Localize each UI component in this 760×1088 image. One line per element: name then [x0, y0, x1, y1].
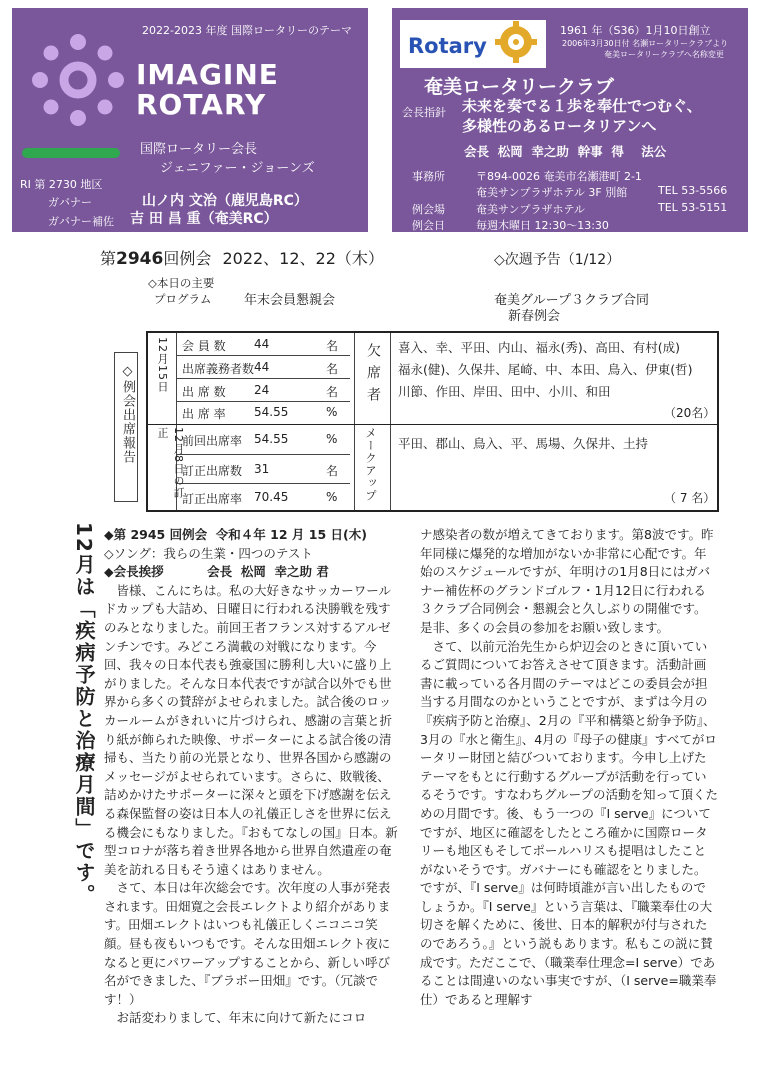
- club-panel: [392, 8, 748, 232]
- article-column-2: [420, 526, 718, 1009]
- meeting-day-value: 毎週木曜日 12:30～13:30: [476, 219, 609, 232]
- absent-line-2: 福永(健)、久保井、尾崎、中、本田、鳥入、伊東(哲): [398, 362, 693, 377]
- policy-line-2: 多様性のあるロータリアンへ: [462, 117, 657, 135]
- program-label-2: プログラム: [154, 292, 212, 306]
- absent-label: 欠席者: [365, 343, 381, 409]
- attendance-row-unit: 名: [326, 385, 339, 399]
- attendance-row-label: 会 員 数: [182, 339, 226, 353]
- imagine-rotary-logo-icon: [32, 34, 124, 126]
- article-column-1: [104, 526, 398, 1028]
- vice-governor-name: 吉 田 昌 重（奄美RC）: [130, 211, 278, 227]
- governor-label: ガバナー: [48, 196, 92, 209]
- theme-label: 2022-2023 年度 国際ロータリーのテーマ: [142, 24, 352, 37]
- meeting-date: 2022、12、22（木）: [222, 249, 384, 268]
- attendance-row-value: 54.55: [254, 405, 289, 419]
- founded-date: 1961 年（S36）1月10日創立: [560, 24, 711, 37]
- correction-row-value: 54.55: [254, 432, 289, 446]
- green-bar: [22, 148, 120, 158]
- article-paragraph: ◆会長挨拶 会長 松岡 幸之助 君: [104, 564, 329, 580]
- attendance-row-unit: %: [326, 405, 338, 419]
- attendance-row-unit: 名: [326, 362, 339, 376]
- club-officers: 会長 松岡 幸之助 幹事 得 法公: [464, 144, 667, 159]
- office-address: 〒894-0026 奄美市名瀬港町 2-1: [476, 170, 642, 183]
- attendance-row-value: 44: [254, 360, 270, 374]
- rotary-logo-word: Rotary: [408, 34, 487, 58]
- meeting-suffix: 回例会: [163, 249, 212, 268]
- district-label: RI 第 2730 地区: [20, 178, 103, 191]
- meeting-prefix: 第: [100, 249, 117, 268]
- office-place: 奄美サンプラザホテル 3F 別館: [476, 186, 628, 199]
- program-value: 年末会員懇親会: [244, 293, 336, 308]
- makeup-count: （ 7 名）: [664, 491, 716, 505]
- theme-title-line2: ROTARY: [136, 88, 267, 121]
- attendance-row-unit: 名: [326, 339, 339, 353]
- makeup-label: メークアップ: [364, 427, 378, 502]
- article-paragraph: さて、本日は年次総会です。次年度の人事が発表されます。田畑寛之会長エレクトより紹介があります。田畑エレクトはいつも礼儀正しくニコニコ笑顔。昼も夜もいつもです。そんな田畑エレクト夜になると更にパワーアップすることから、新しい呼び名ができました、『ブラボー田畑』です。（冗談です！）: [104, 880, 391, 1007]
- attendance-table: [146, 331, 719, 512]
- next-week-label: ◇次週予告（1/12）: [494, 252, 621, 268]
- vice-governor-label: ガバナー補佐: [48, 215, 114, 228]
- rotary-wheel-icon: [494, 20, 538, 64]
- attendance-row-value: 24: [254, 383, 270, 397]
- program-label-1: ◇本日の主要: [148, 276, 215, 290]
- makeup-line: 平田、郡山、鳥入、平、馬場、久保井、土持: [398, 436, 649, 451]
- absent-line-1: 喜入、幸、平田、内山、福永(秀)、高田、有村(成): [398, 340, 681, 355]
- next-week-value-2: 新春例会: [508, 309, 561, 324]
- policy-label: 会長指針: [402, 106, 446, 119]
- correction-row-unit: %: [326, 432, 338, 446]
- rename-note-1: 2006年3月30日付 名瀬ロータリークラブより: [562, 39, 729, 48]
- correction-row-label: 前回出席率: [182, 434, 243, 448]
- article-paragraph: ナ感染者の数が増えてきております。第8波です。昨年同様に爆発的な増加がないか非常に心配です。年始のスケジュールですが、年明けの1月8日にはガバナー補佐杯のグランドゴルフ・1月12日に行われる３クラブ合同例会・懇親会と久しぶりの開催です。是非、多くの会員の参加をお願い致します。: [420, 527, 714, 635]
- correction-row-unit: %: [326, 490, 338, 504]
- venue-name: 奄美サンプラザホテル: [476, 203, 585, 216]
- correction-row-label: 訂正出席率: [182, 492, 243, 506]
- meeting-number: 2946: [116, 249, 164, 269]
- attendance-row-value: 44: [254, 337, 270, 351]
- attendance-row-label: 出席義務者数: [182, 362, 255, 376]
- ri-president-name: ジェニファー・ジョーンズ: [160, 161, 315, 176]
- meeting-title: [100, 246, 384, 269]
- club-name: 奄美ロータリークラブ: [424, 76, 615, 98]
- rename-note-2: 奄美ロータリークラブへ名称変更: [604, 50, 724, 59]
- attendance-row-label: 出 席 率: [182, 407, 226, 421]
- venue-tel: TEL 53-5151: [658, 201, 728, 214]
- theme-title-line1: IMAGINE: [136, 58, 279, 91]
- article-paragraph: 皆様、こんにちは。私の大好きなサッカーワールドカップも大詰め、日曜日に行われる決勝戦を残すのみとなりました。前回王者フランス対するアルゼンチンです。みどころ満載の対戦になります。今回、我々の日本代表も強豪国に勝利し大いに盛り上がりました。そんな日本代表ですが試合以外でも世界から多くの賛辞がよせられました。試合後のロッカールームがきれいに片づけられ、感謝の言葉と折り紙が飾られた映像、サポーターによる試合後の清掃も、当たり前の光景となり、世界各国から感謝のメッセージがよせられています。さらに、敗戦後、詰めかけたサポーターに深々と頭を下げ感謝を伝える森保監督の姿は日本人の礼儀正しさを世界に伝える機会にもなりました。『おもてなしの国』日本。新型コロナが落ち着き世界各地から世界自然遺産の奄美を訪れる日もそう遠くはありません。: [104, 582, 398, 877]
- absent-line-3: 川節、作田、岸田、田中、小川、和田: [398, 384, 611, 399]
- month-theme-vertical: 12月は「疾病予防と治療月間」です。: [72, 522, 96, 906]
- attendance-date-2: 12月8日の訂正: [156, 427, 185, 499]
- meeting-day-label: 例会日: [412, 219, 445, 232]
- absent-count: （20名）: [664, 406, 716, 420]
- office-tel: TEL 53-5566: [658, 184, 728, 197]
- office-label: 事務所: [412, 170, 445, 183]
- article-paragraph: ◆第 2945 回例会 令和４年 12 月 15 日(木): [104, 527, 367, 542]
- next-week-value-1: 奄美グループ３クラブ合同: [494, 293, 649, 308]
- correction-row-label: 訂正出席数: [182, 464, 243, 478]
- correction-row-unit: 名: [326, 464, 339, 478]
- correction-row-value: 70.45: [254, 490, 289, 504]
- theme-title: [136, 60, 279, 120]
- attendance-date-1: 12月15日: [156, 337, 169, 393]
- governor-name: 山ノ内 文治（鹿児島RC）: [142, 193, 308, 209]
- venue-label: 例会場: [412, 203, 445, 216]
- attendance-section-label: ◇例会出席報告: [120, 364, 135, 464]
- theme-panel: [12, 8, 368, 232]
- article-paragraph: さて、以前元治先生から炉辺会のときに頂いているご質問についてお答えさせて頂きます。活動計画書に載っている各月間のテーマはどこの委員会が担当する月間なのかということですが、まずは今月の『疾病予防と治療』、2月の『平和構築と紛争予防』、3月の『水と衛生』、4月の『母子の健康』すべてがロータリー財団と結びついております。今申し上げたテーマをもとに行動するグループが活動を行っているそうです。すなわちグループの活動を知って頂くための月間です。後、もう一つの『I serve』についてですが、地区に確認をしたところ確かに国際ロータリーも地区もそしてポールハリスも提唱はしたことがないそうです。ガバナーにも確認をとりました。ですが、『I serve』は何時頃誰が言い出したものでしょうか。『I serve』という言葉は、『職業奉仕の大切さを解くために、後世、日本的解釈が付与されたのであろう。』という説もあります。私もこの説に賛成です。ただここで、（職業奉仕理念=I serve）であることは間違いのない事実ですが、（I serve=職業奉仕）であると理解す: [420, 638, 719, 1007]
- policy-line-1: 未来を奏でる１歩を奉仕でつむぐ、: [462, 97, 702, 115]
- correction-row-value: 31: [254, 462, 270, 476]
- district-label-right: RI 第 2730 地区: [400, 59, 468, 69]
- article-paragraph: ◇ソング：我らの生業・四つのテスト: [104, 545, 313, 561]
- attendance-row-label: 出 席 数: [182, 385, 226, 399]
- ri-president-title: 国際ロータリー会長: [140, 142, 258, 157]
- article-paragraph: お話変わりまして、年末に向けて新たにコロ: [116, 1010, 367, 1026]
